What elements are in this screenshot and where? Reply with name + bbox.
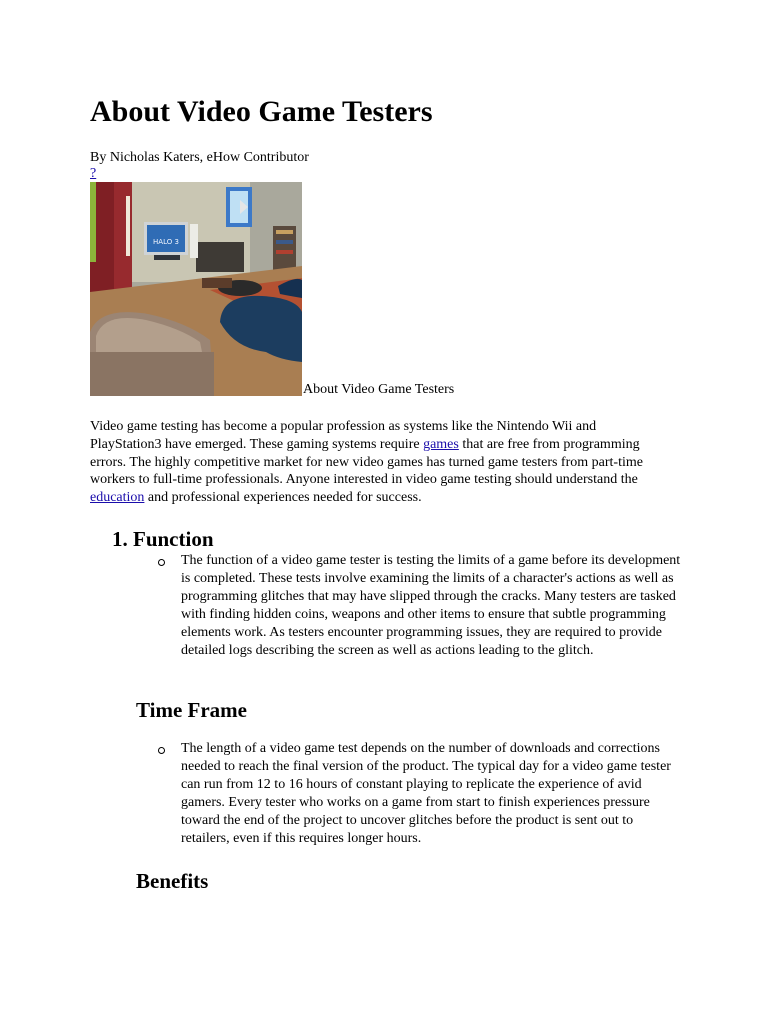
question-link[interactable]: ? (90, 166, 97, 181)
games-link[interactable]: games (423, 436, 459, 452)
education-link[interactable]: education (90, 490, 145, 506)
article-title: About Video Game Testers (90, 95, 433, 128)
photo-caption: About Video Game Testers (303, 382, 455, 397)
intro-paragraph (90, 418, 655, 507)
intro-text-2: that are free from programming errors. The highly competitive market for new video games has turned game testers from part-time workers to full-time professionals. Anyone interested in video game testing should understand the (90, 436, 643, 488)
circle-bullet-icon (158, 559, 165, 566)
tv-screen-text: HALO 3 (153, 238, 179, 246)
function-text: The function of a video game tester is testing the limits of a game before its development is completed. These tests involve examining the limits of a character's actions as well as programming glitches that may have slipped through the cracks. Many testers are tasked with finding hidden coins, weapons and other items to ensure that subtle programming elements work. As testers encounter programming issues, they are required to provide detailed logs describing the screen as well as actions leading to the glitch. (181, 553, 681, 658)
intro-text-3: and professional experiences needed for success. (144, 490, 422, 506)
section-heading-function: 1. Function (112, 527, 214, 551)
article-photo (90, 182, 302, 396)
circle-bullet-icon (158, 747, 165, 754)
time-frame-text: The length of a video game test depends on the number of downloads and corrections needed to reach the final version of the product. The typical day for a video game tester can run from 12 to 16 hours of constant playing to replicate the experience of avid gamers. Every tester who works on a game from start to finish experiences pressure toward the end of the project to uncover glitches before the product is sent out to retailers, even if this requires longer hours. (181, 741, 671, 846)
section-heading-time-frame: Time Frame (136, 698, 247, 722)
intro-text-1: Video game testing has become a popular profession as systems like the Nintendo Wii and PlayStation3 have emerged. These gaming systems require (90, 419, 597, 452)
byline: By Nicholas Katers, eHow Contributor (90, 150, 309, 165)
section-heading-benefits: Benefits (136, 869, 209, 893)
